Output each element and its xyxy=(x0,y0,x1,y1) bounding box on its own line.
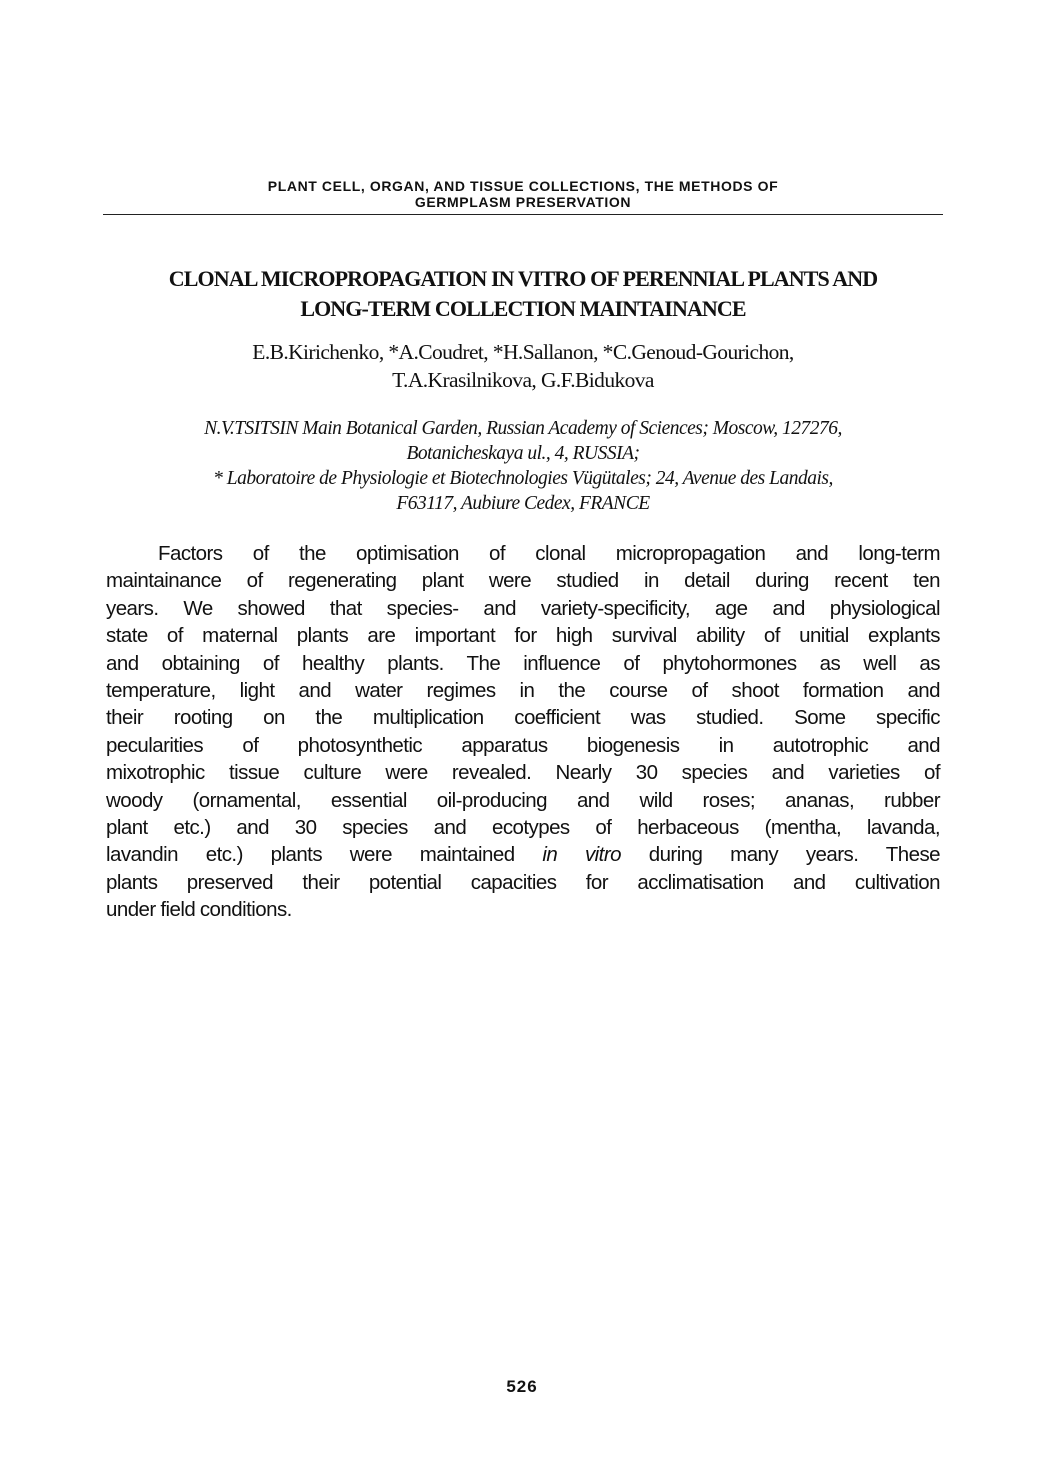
abstract-text: lavandin etc.) plants were maintained xyxy=(106,843,543,867)
abstract-line: their rooting on the multiplication coefficient was studied. Some specific xyxy=(106,706,940,730)
abstract-line: years. We showed that species- and variety-specificity, age and physiological xyxy=(106,596,940,620)
header-divider xyxy=(103,214,943,215)
title-line-2: LONG-TERM COLLECTION MAINTAINANCE xyxy=(300,296,746,321)
title-line-1: CLONAL MICROPROPAGATION IN VITRO OF PERENNIAL PLANTS AND xyxy=(168,266,878,291)
affiliation-line-3: * Laboratoire de Physiologie et Biotechnologies Vügütales; 24, Avenue des Landais, xyxy=(213,468,833,489)
running-header-line-1: PLANT CELL, ORGAN, AND TISSUE COLLECTIONS, THE METHODS OF xyxy=(267,178,779,194)
abstract-line-in-vitro xyxy=(106,841,940,868)
author-list xyxy=(100,338,946,394)
abstract-line: pecularities of photosynthetic apparatus biogenesis in autotrophic and xyxy=(106,733,940,757)
running-header xyxy=(103,178,943,210)
running-header-line-2: GERMPLASM PRESERVATION xyxy=(414,194,632,210)
affiliation-line-1: N.V.TSITSIN Main Botanical Garden, Russian Academy of Sciences; Moscow, 127276, xyxy=(204,418,842,439)
abstract-body xyxy=(106,540,940,924)
affiliation-line-4: F63117, Aubiure Cedex, FRANCE xyxy=(396,493,650,514)
abstract-text: during many years. These xyxy=(620,843,941,867)
abstract-line: maintainance of regenerating plant were studied in detail during recent ten xyxy=(106,569,940,593)
affiliations xyxy=(100,416,946,516)
abstract-line: mixotrophic tissue culture were revealed. Nearly 30 species and varieties of xyxy=(106,761,940,785)
abstract-line: and obtaining of healthy plants. The influence of phytohormones as well as xyxy=(106,651,940,675)
in-vitro-italic: in vitro xyxy=(542,843,621,867)
abstract-line: under field conditions. xyxy=(106,898,292,922)
abstract-line: woody (ornamental, essential oil-producing and wild roses; ananas, rubber xyxy=(106,788,940,812)
abstract-line: temperature, light and water regimes in the course of shoot formation and xyxy=(106,679,940,703)
authors-line-1: E.B.Kirichenko, *A.Coudret, *H.Sallanon, *C.Genoud-Gourichon, xyxy=(252,340,794,364)
authors-line-2: T.A.Krasilnikova, G.F.Bidukova xyxy=(392,368,654,392)
abstract-line: plants preserved their potential capacities for acclimatisation and cultivation xyxy=(106,870,940,894)
abstract-line: plant etc.) and 30 species and ecotypes of herbaceous (mentha, lavanda, xyxy=(106,816,940,840)
paper-title xyxy=(100,264,946,324)
page-number: 526 xyxy=(506,1377,538,1396)
abstract-line: state of maternal plants are important for high survival ability of unitial explants xyxy=(106,624,940,648)
abstract-line: Factors of the optimisation of clonal micropropagation and long-term xyxy=(158,542,940,565)
affiliation-line-2: Botanicheskaya ul., 4, RUSSIA; xyxy=(406,443,640,464)
